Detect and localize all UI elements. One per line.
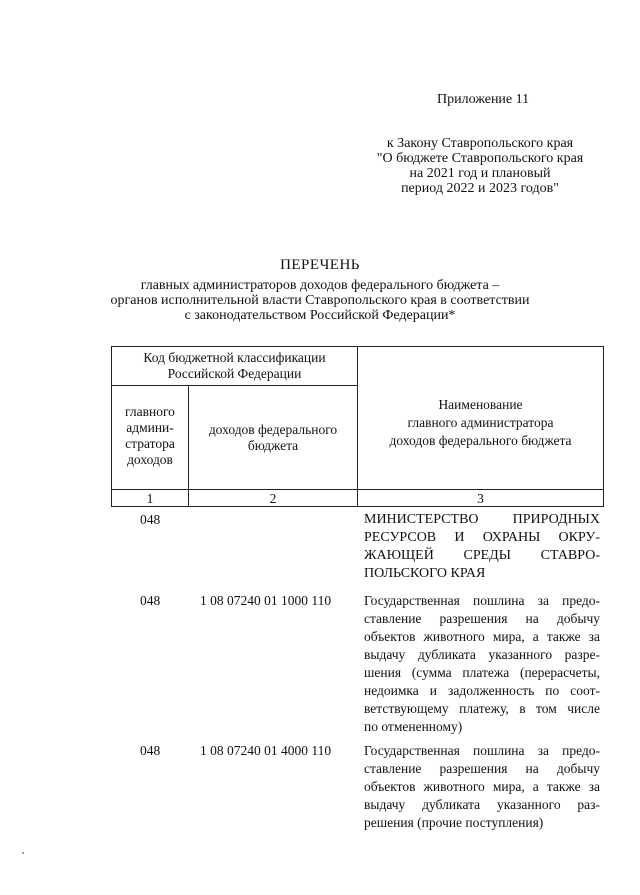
law-ref-line: период 2022 и 2023 годов" [401, 181, 559, 196]
subtitle-line: главных администраторов доходов федерального бюджета – [140, 278, 500, 293]
kbk-code: 1 08 07240 01 1000 110 [200, 593, 332, 608]
administrator-name [364, 592, 600, 736]
header-col2-line: бюджета [247, 438, 299, 453]
header-col3-line: главного администратора [407, 415, 554, 430]
header-col2-line: доходов федерального [208, 422, 338, 437]
name-line: ЖАЮЩЕЙ СРЕДЫ СТАВРО- [364, 548, 600, 563]
column-number-2: 2 [269, 491, 277, 506]
name-line: выдачу дубликата указанного разре- [364, 647, 600, 662]
table-border-right [603, 346, 604, 507]
administrator-name [364, 511, 600, 583]
law-ref-line: на 2021 год и плановый [409, 166, 551, 181]
scan-speck [22, 852, 24, 854]
column-number-1: 1 [146, 491, 154, 506]
header-col1-cell [112, 404, 188, 468]
header-col1-line: главного [125, 404, 175, 419]
subtitle-line: органов исполнительной власти Ставропольского края в соответствии [110, 293, 530, 308]
name-line: ставление разрешения на добычу [364, 761, 600, 776]
law-reference [360, 136, 600, 196]
column-number-3: 3 [477, 491, 484, 506]
law-ref-line: к Закону Ставропольского края [386, 136, 574, 151]
kbk-code: 1 08 07240 01 4000 110 [200, 743, 332, 758]
name-line: МИНИСТЕРСТВО ПРИРОДНЫХ [364, 512, 600, 527]
header-col1-line: админи- [126, 420, 174, 435]
table-divider-group [111, 385, 357, 386]
admin-code: 048 [140, 743, 161, 758]
header-group-line: Код бюджетной классификации [143, 350, 326, 365]
name-line: РЕСУРСОВ И ОХРАНЫ ОКРУ- [364, 530, 600, 545]
name-line: недоимка и задолженность по соот- [364, 683, 600, 698]
name-line: выдачу дубликата указанного раз- [364, 797, 600, 812]
header-col3-cell [358, 396, 603, 450]
header-group-line: Российской Федерации [167, 366, 302, 381]
name-line: решения (прочие поступления) [364, 815, 544, 830]
name-line: ПОЛЬСКОГО КРАЯ [364, 566, 486, 581]
name-line: объектов животного мира, а также за [364, 779, 600, 794]
name-line: объектов животного мира, а также за [364, 629, 600, 644]
administrator-name [364, 742, 600, 832]
document-subtitle [100, 278, 540, 323]
document-title: ПЕРЕЧЕНЬ [280, 257, 360, 273]
header-col3-line: Наименование [438, 397, 523, 412]
header-col1-line: стратора [125, 436, 175, 451]
name-line: ставление разрешения на добычу [364, 611, 600, 626]
name-line: шения (сумма платежа (перерасчеты, [364, 665, 600, 680]
name-line: Государственная пошлина за предо- [364, 743, 600, 758]
name-line: по отмененному) [364, 719, 463, 734]
appendix-number: Приложение 11 [437, 92, 530, 107]
header-col3-line: доходов федерального бюджета [389, 433, 572, 448]
name-line: ветствующему платежу, в том числе [364, 701, 600, 716]
header-col2-cell [189, 422, 357, 454]
admin-code: 048 [140, 512, 161, 527]
header-col1-line: доходов [127, 452, 173, 467]
law-ref-line: "О бюджете Ставропольского края [376, 151, 584, 166]
name-line: Государственная пошлина за предо- [364, 593, 600, 608]
header-group-cell [112, 350, 357, 382]
subtitle-line: с законодательством Российской Федерации* [184, 308, 456, 323]
admin-code: 048 [140, 593, 161, 608]
